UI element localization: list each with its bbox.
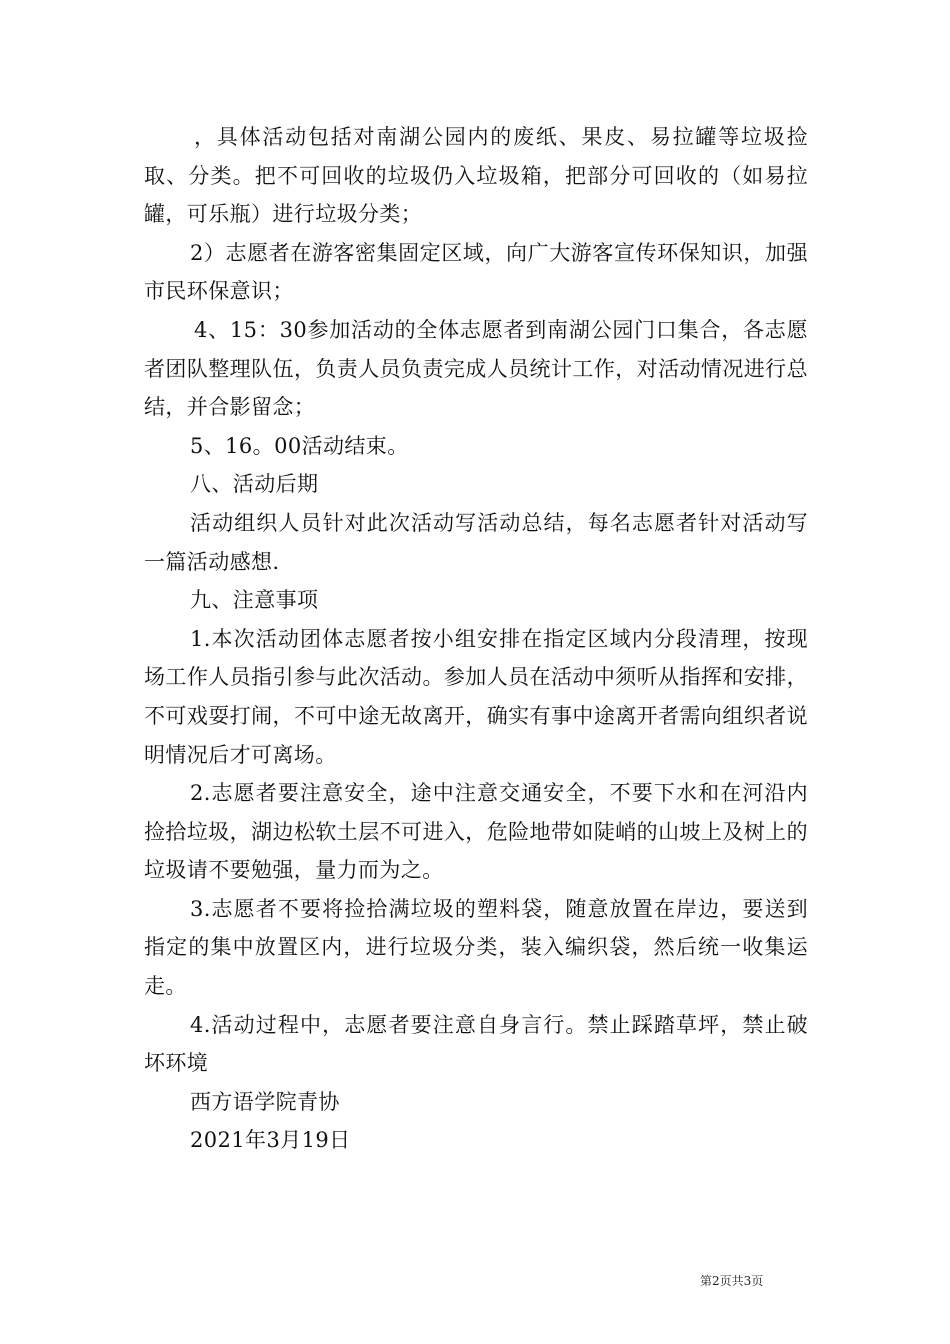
heading-section-9: 九、注意事项 <box>190 588 319 613</box>
signature-date: 2021年3月19日 <box>190 1128 351 1153</box>
page-number-footer: 第2页共3页 <box>700 1274 764 1288</box>
paragraph-activity-details: ，具体活动包括对南湖公园内的废纸、果皮、易拉罐等垃圾捡取、分类。把不可回收的垃圾仍入垃圾箱，把部分可回收的（如易拉罐，可乐瓶）进行垃圾分类； <box>144 125 808 227</box>
paragraph-note-3: 3.志愿者不要将捡拾满垃圾的塑料袋，随意放置在岸边，要送到指定的集中放置区内，进行垃圾分类，装入编织袋，然后统一收集运走。 <box>144 896 808 999</box>
heading-section-8: 八、活动后期 <box>190 472 319 497</box>
paragraph-step-5: 5、16。00活动结束。 <box>190 433 409 458</box>
paragraph-step-4: 4、15：30参加活动的全体志愿者到南湖公园门口集合，各志愿者团队整理队伍，负责人员负责完成人员统计工作，对活动情况进行总结，并合影留念； <box>144 317 808 420</box>
paragraph-note-4: 4.活动过程中，志愿者要注意自身言行。禁止踩踏草坪，禁止破坏环境 <box>144 1012 808 1076</box>
paragraph-item-2: 2）志愿者在游客密集固定区域，向广大游客宣传环保知识，加强市民环保意识； <box>144 240 808 304</box>
signature-organization: 西方语学院青协 <box>190 1089 340 1114</box>
paragraph-note-1: 1.本次活动团体志愿者按小组安排在指定区域内分段清理，按现场工作人员指引参与此次活动。参加人员在活动中须听从指挥和安排，不可戏耍打闹，不可中途无故离开，确实有事中途离开者需向组织者说明情况后才可离场。 <box>144 626 808 767</box>
paragraph-note-2: 2.志愿者要注意安全，途中注意交通安全，不要下水和在河沿内捡拾垃圾，湖边松软土层不可进入，危险地带如陡峭的山坡上及树上的垃圾请不要勉强，量力而为之。 <box>144 781 808 883</box>
paragraph-post-activity: 活动组织人员针对此次活动写活动总结，每名志愿者针对活动写一篇活动感想. <box>144 510 808 574</box>
document-body <box>144 118 808 1160</box>
